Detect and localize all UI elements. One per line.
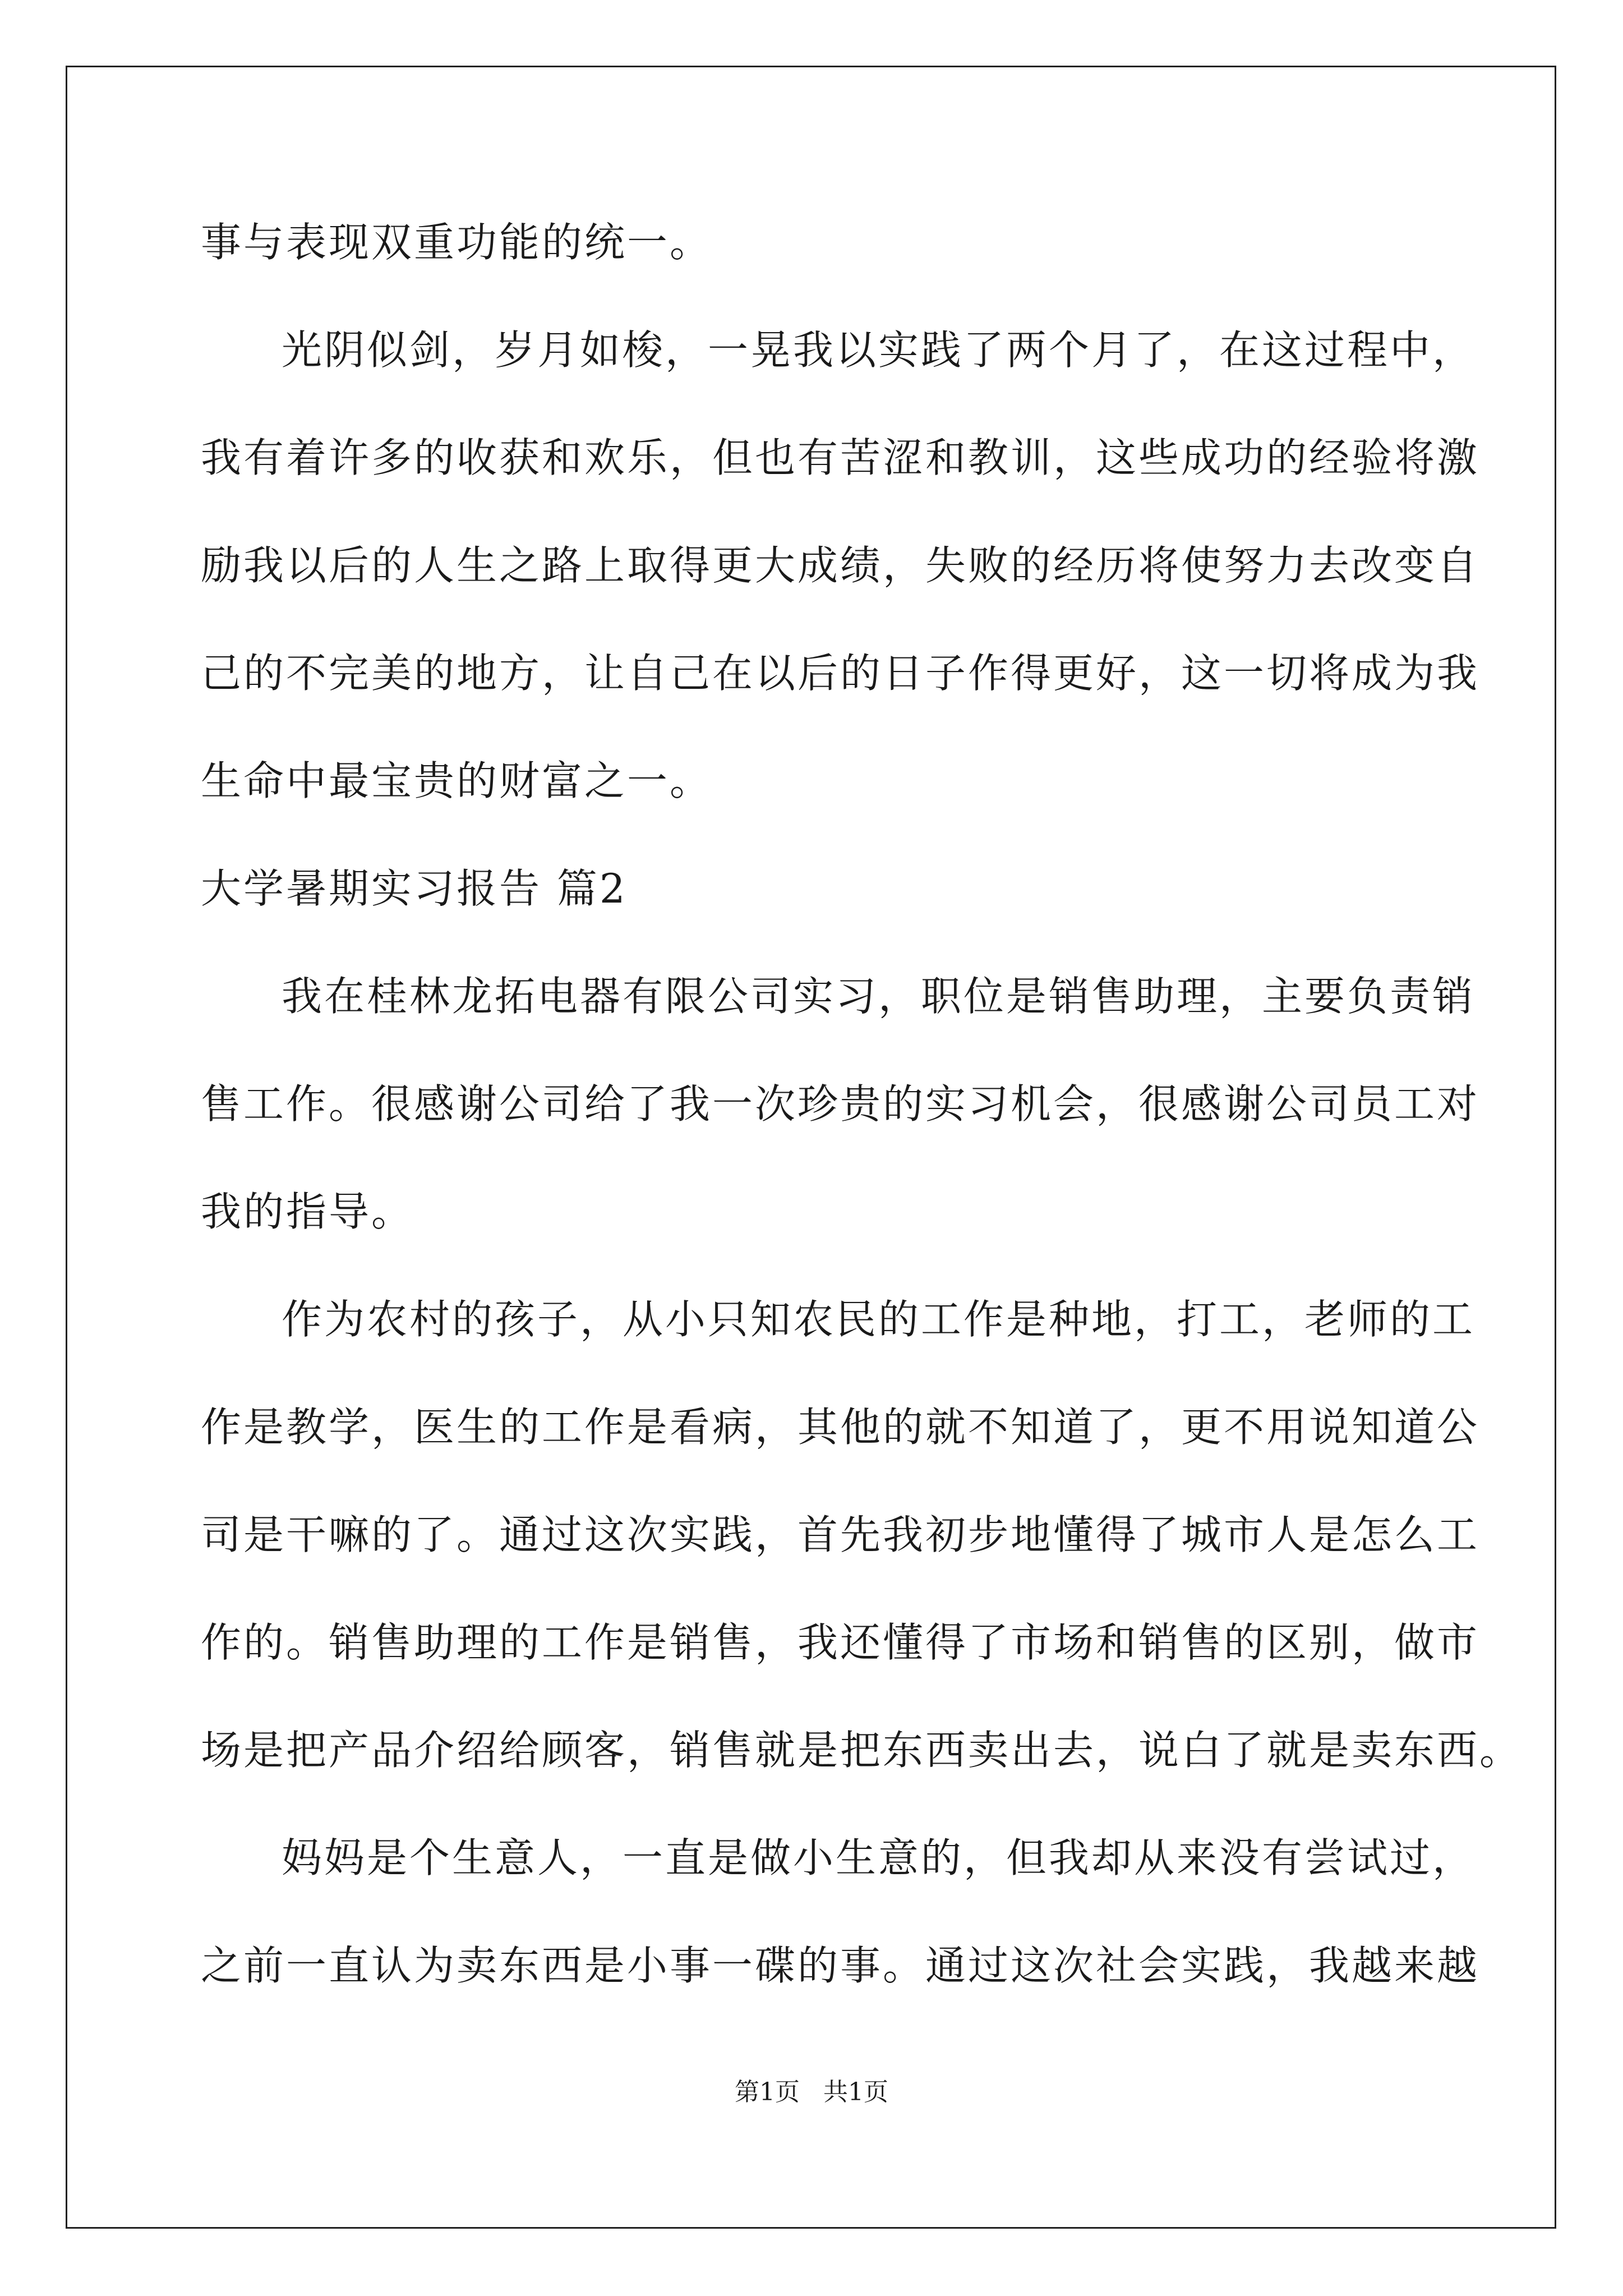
paragraph-line: 之前一直认为卖东西是小事一碟的事。通过这次社会实践，我越来越 bbox=[201, 1942, 1480, 1989]
paragraph-line: 事与表现双重功能的统一。 bbox=[201, 219, 713, 266]
paragraph-line: 我在桂林龙拓电器有限公司实习，职位是销售助理，主要负责销 bbox=[282, 973, 1476, 1020]
paragraph-line: 作是教学，医生的工作是看病，其他的就不知道了，更不用说知道公 bbox=[201, 1404, 1480, 1451]
page-footer: 第1页 共1页 bbox=[735, 2078, 888, 2106]
paragraph-line: 妈妈是个生意人，一直是做小生意的，但我却从来没有尝试过， bbox=[282, 1834, 1476, 1881]
paragraph-line: 司是干嘛的了。通过这次实践，首先我初步地懂得了城市人是怎么工 bbox=[201, 1511, 1480, 1558]
paragraph-line: 光阴似剑，岁月如梭，一晃我以实践了两个月了，在这过程中， bbox=[282, 326, 1476, 374]
paragraph-line: 作为农村的孩子，从小只知农民的工作是种地，打工，老师的工 bbox=[282, 1296, 1476, 1343]
section-heading: 大学暑期实习报告 篇2 bbox=[201, 865, 628, 912]
paragraph-line: 售工作。很感谢公司给了我一次珍贵的实习机会，很感谢公司员工对 bbox=[201, 1080, 1480, 1128]
paragraph-line: 我有着许多的收获和欢乐，但也有苦涩和教训，这些成功的经验将激 bbox=[201, 434, 1480, 481]
page-border bbox=[66, 66, 1556, 2229]
paragraph-line: 生命中最宝贵的财富之一。 bbox=[201, 757, 713, 804]
paragraph-line: 励我以后的人生之路上取得更大成绩，失败的经历将使努力去改变自 bbox=[201, 542, 1480, 589]
paragraph-line: 我的指导。 bbox=[201, 1188, 414, 1235]
paragraph-line: 己的不完美的地方，让自己在以后的日子作得更好，这一切将成为我 bbox=[201, 650, 1480, 697]
paragraph-line: 场是把产品介绍给顾客，销售就是把东西卖出去，说白了就是卖东西。 bbox=[201, 1727, 1523, 1774]
paragraph-line: 作的。销售助理的工作是销售，我还懂得了市场和销售的区别，做市 bbox=[201, 1619, 1480, 1666]
